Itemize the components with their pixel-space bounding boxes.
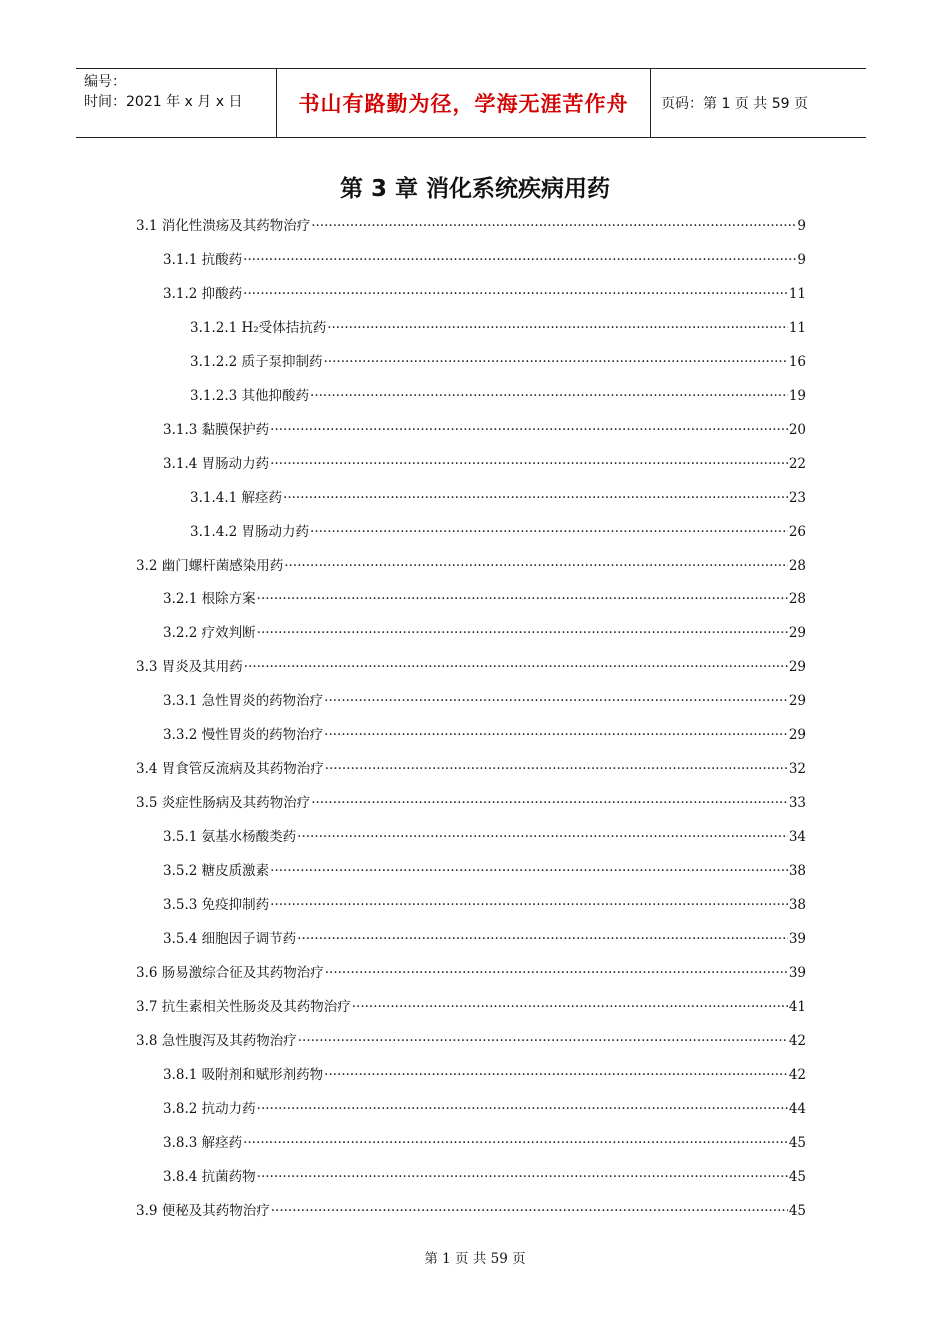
serial-number: 编号： (84, 74, 126, 90)
toc-entry[interactable] (163, 1063, 806, 1083)
toc-entry-page: 45 (788, 1202, 806, 1219)
toc-dot-leader (270, 456, 788, 472)
toc-entry-title: 3.1 消化性溃疡及其药物治疗 (136, 218, 311, 234)
toc-entry-page: 34 (788, 829, 806, 846)
toc-entry-title: 3.6 肠易激综合征及其药物治疗 (136, 964, 324, 981)
toc-entry[interactable] (136, 1199, 806, 1219)
toc-entry[interactable] (163, 418, 806, 438)
toc-entry-title: 3.5 炎症性肠病及其药物治疗 (136, 795, 311, 812)
toc-dot-leader (324, 693, 788, 709)
toc-dot-leader (310, 388, 788, 404)
toc-entry[interactable] (163, 587, 806, 607)
toc-dot-leader (297, 829, 788, 845)
toc-entry-page: 29 (788, 727, 806, 744)
toc-dot-leader (257, 625, 788, 641)
toc-entry-title: 3.5.2 糖皮质激素 (163, 863, 270, 880)
toc-entry-page: 29 (788, 693, 806, 710)
chapter-title: 第 3 章 消化系统疾病用药 (339, 176, 611, 202)
header-middle-cell (277, 69, 651, 137)
toc-entry[interactable] (163, 927, 806, 947)
toc-entry-page: 44 (788, 1100, 806, 1117)
toc-entry-page: 23 (788, 489, 806, 506)
toc-entry[interactable] (163, 859, 806, 879)
toc-dot-leader (325, 761, 788, 777)
toc-dot-leader (324, 354, 788, 370)
toc-dot-leader (283, 490, 788, 506)
toc-entry[interactable] (163, 893, 806, 913)
toc-entry-page: 11 (788, 285, 806, 302)
toc-entry-title: 3.1.4.1 解痉药 (190, 489, 283, 506)
toc-entry-page: 29 (788, 625, 806, 642)
toc-entry[interactable] (136, 791, 806, 811)
page-footer: 第 1 页 共 59 页 (424, 1251, 526, 1267)
toc-dot-leader (243, 1135, 788, 1151)
toc-entry-title: 3.2.2 疗效判断 (163, 625, 256, 642)
toc-dot-leader (270, 422, 788, 438)
toc-entry-page: 32 (788, 761, 806, 778)
toc-entry-title: 3.7 抗生素相关性肠炎及其药物治疗 (136, 998, 351, 1015)
toc-entry-title: 3.8.4 抗菌药物 (163, 1168, 256, 1185)
header-left-cell (76, 69, 277, 137)
toc-dot-leader (352, 999, 788, 1015)
toc-dot-leader (310, 524, 788, 540)
toc-dot-leader (298, 1033, 788, 1049)
toc-dot-leader (324, 1067, 788, 1083)
toc-entry-title: 3.8.1 吸附剂和赋形剂药物 (163, 1066, 324, 1083)
toc-entry-title: 3.2 幽门螺杆菌感染用药 (136, 557, 284, 574)
toc-entry-title: 3.4 胃食管反流病及其药物治疗 (136, 761, 324, 778)
toc-entry-title: 3.1.2.2 质子泵抑制药 (190, 353, 323, 370)
toc-entry-page: 28 (788, 557, 806, 574)
toc-dot-leader (297, 931, 788, 947)
toc-dot-leader (327, 320, 788, 336)
toc-entry-title: 3.3 胃炎及其用药 (136, 659, 243, 676)
toc-entry-page: 16 (788, 353, 806, 370)
toc-entry[interactable] (190, 316, 806, 336)
toc-entry[interactable] (190, 384, 806, 404)
toc-entry-title: 3.3.2 慢性胃炎的药物治疗 (163, 727, 324, 744)
toc-entry-page: 45 (788, 1134, 806, 1151)
toc-dot-leader (311, 795, 788, 811)
toc-entry[interactable] (163, 621, 806, 641)
toc-entry[interactable] (163, 1097, 806, 1117)
toc-dot-leader (324, 727, 788, 743)
toc-entry-page: 20 (788, 421, 806, 438)
toc-entry-title: 3.5.1 氨基水杨酸类药 (163, 829, 297, 846)
toc-dot-leader (270, 897, 788, 913)
toc-entry[interactable] (163, 282, 806, 302)
toc-dot-leader (243, 252, 796, 268)
toc-entry-title: 3.1.4 胃肠动力药 (163, 455, 270, 472)
toc-entry[interactable] (163, 1165, 806, 1185)
motto-text: 书山有路勤为径，学海无涯苦作舟 (298, 92, 629, 116)
toc-entry-page: 9 (797, 218, 806, 234)
toc-entry-page: 38 (788, 897, 806, 913)
toc-entry-title: 3.1.2 抑酸药 (163, 285, 243, 302)
toc-entry[interactable] (163, 248, 806, 268)
toc-dot-leader (311, 218, 796, 234)
toc-dot-leader (284, 558, 788, 574)
toc-entry-title: 3.8.3 解痉药 (163, 1134, 243, 1151)
toc-entry-page: 29 (788, 659, 806, 676)
toc-dot-leader (244, 659, 788, 675)
toc-entry-page: 28 (788, 591, 806, 608)
toc-entry[interactable] (136, 961, 806, 981)
toc-entry-title: 3.1.1 抗酸药 (163, 251, 243, 268)
toc-entry-page: 33 (788, 795, 806, 812)
toc-entry[interactable] (163, 1131, 806, 1151)
toc-entry-page: 42 (788, 1066, 806, 1083)
toc-entry[interactable] (136, 214, 806, 234)
toc-entry[interactable] (136, 554, 806, 574)
toc-dot-leader (325, 965, 788, 981)
header-right-cell (651, 69, 866, 137)
toc-entry[interactable] (190, 350, 806, 370)
toc-entry[interactable] (136, 1029, 806, 1049)
toc-entry-page: 45 (788, 1168, 806, 1185)
toc-entry-title: 3.9 便秘及其药物治疗 (136, 1202, 270, 1219)
toc-dot-leader (271, 1203, 788, 1219)
toc-entry[interactable] (163, 689, 806, 709)
toc-entry[interactable] (136, 757, 806, 777)
toc-entry-page: 42 (788, 1032, 806, 1049)
toc-entry[interactable] (190, 520, 806, 540)
toc-entry-title: 3.5.3 免疫抑制药 (163, 897, 270, 913)
toc-entry-title: 3.1.4.2 胃肠动力药 (190, 523, 310, 540)
toc-dot-leader (257, 1169, 788, 1185)
toc-entry[interactable] (190, 486, 806, 506)
toc-entry-title: 3.1.2.3 其他抑酸药 (190, 387, 310, 404)
page-info: 页码：第 1 页 共 59 页 (661, 96, 808, 112)
document-date: 时间：2021 年 x 月 x 日 (84, 94, 243, 110)
toc-entry-title: 3.5.4 细胞因子调节药 (163, 930, 297, 947)
toc-entry-title: 3.1.2.1 H₂受体拮抗药 (190, 319, 327, 336)
toc-entry-title: 3.3.1 急性胃炎的药物治疗 (163, 693, 324, 710)
toc-dot-leader (243, 286, 788, 302)
toc-entry-page: 41 (788, 998, 806, 1015)
toc-entry[interactable] (163, 825, 806, 845)
toc-dot-leader (257, 1101, 788, 1117)
toc-entry[interactable] (136, 655, 806, 675)
toc-entry-title: 3.8 急性腹泻及其药物治疗 (136, 1032, 297, 1049)
toc-entry-page: 39 (788, 930, 806, 947)
toc-entry[interactable] (136, 995, 806, 1015)
toc-entry-page: 9 (797, 251, 806, 268)
toc-entry-page: 19 (788, 387, 806, 404)
toc-entry-page: 11 (788, 319, 806, 336)
toc-entry[interactable] (163, 723, 806, 743)
toc-entry-title: 3.8.2 抗动力药 (163, 1100, 256, 1117)
header-table (76, 68, 866, 138)
toc-entry[interactable] (163, 452, 806, 472)
toc-dot-leader (270, 863, 788, 879)
toc-entry-page: 38 (788, 863, 806, 880)
toc-entry-title: 3.1.3 黏膜保护药 (163, 421, 270, 438)
toc-entry-page: 22 (788, 455, 806, 472)
toc-dot-leader (257, 591, 788, 607)
toc-entry-page: 26 (788, 523, 806, 540)
toc-entry-page: 39 (788, 964, 806, 981)
toc-entry-title: 3.2.1 根除方案 (163, 591, 256, 608)
